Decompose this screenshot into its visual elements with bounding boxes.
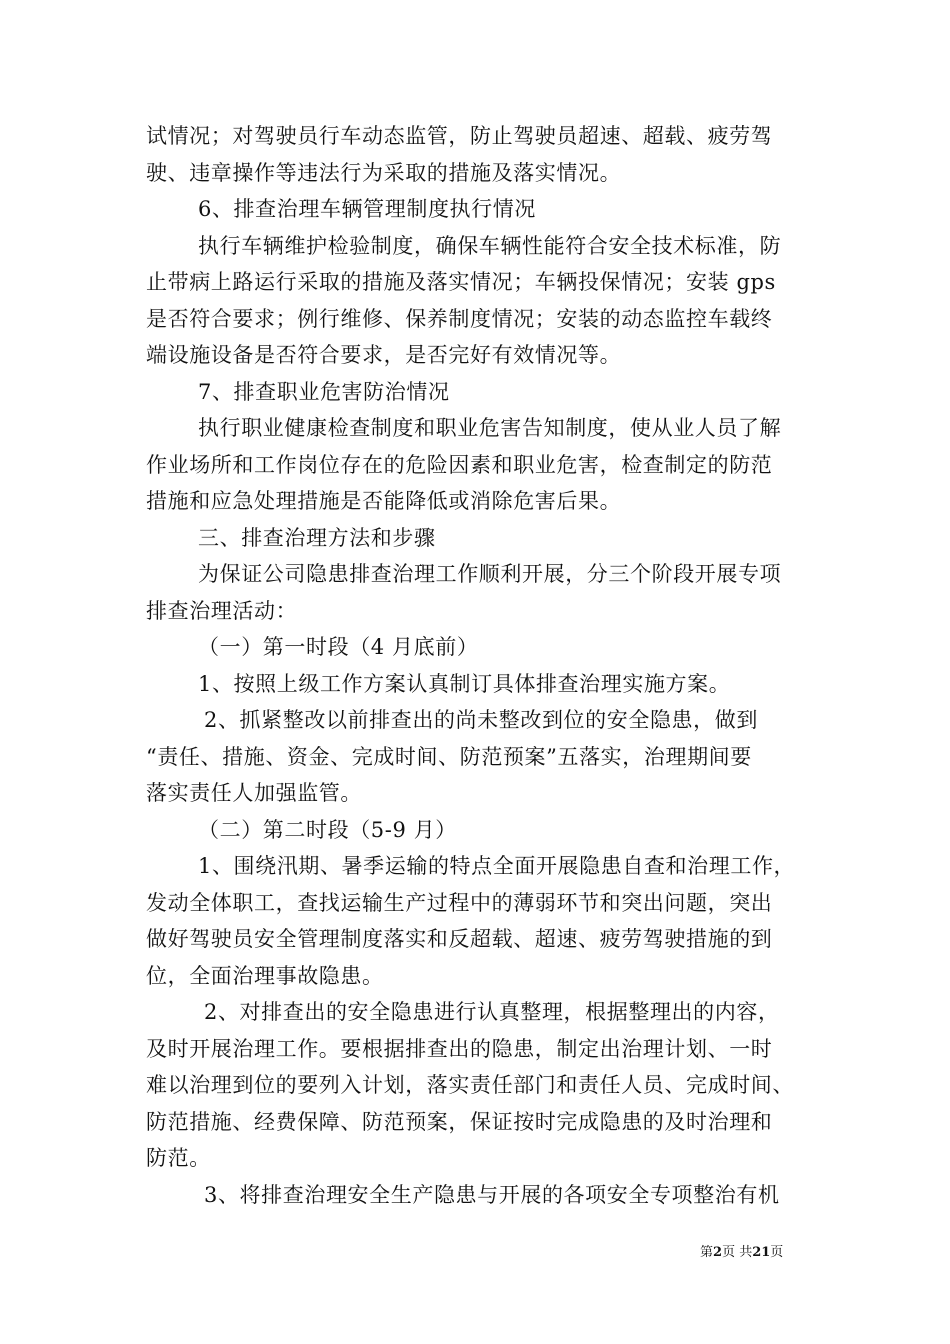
- text-line: 执行职业健康检查制度和职业危害告知制度，使从业人员了解: [198, 416, 782, 440]
- text-line: 3、将排查治理安全生产隐患与开展的各项安全专项整治有机: [204, 1182, 780, 1207]
- text-line: 发动全体职工，查找运输生产过程中的薄弱环节和突出问题，突出: [146, 890, 773, 915]
- footer-prefix: 第: [700, 1245, 714, 1260]
- text-line: 驶、违章操作等违法行为采取的措施及落实情况。: [146, 160, 622, 185]
- text-line: 为保证公司隐患排查治理工作顺利开展，分三个阶段开展专项: [198, 562, 782, 586]
- footer-page-number: 2: [713, 1245, 723, 1260]
- text-line: 7、排查职业危害防治情况: [198, 379, 450, 404]
- text-line: 三、排查治理方法和步骤: [198, 525, 436, 550]
- text-line: （二）第二时段（5-9 月）: [198, 817, 457, 842]
- text-line: 1、围绕汛期、暑季运输的特点全面开展隐患自查和治理工作，: [198, 854, 796, 878]
- text-line: 排查治理活动：: [146, 598, 298, 623]
- text-line: 位，全面治理事故隐患。: [146, 963, 384, 988]
- document-body: [146, 118, 826, 1213]
- text-line: 做好驾驶员安全管理制度落实和反超载、超速、疲劳驾驶措施的到: [146, 927, 773, 951]
- text-line: 作业场所和工作岗位存在的危险因素和职业危害，检查制定的防范: [146, 452, 773, 477]
- text-line: 端设施设备是否符合要求，是否完好有效情况等。: [146, 343, 622, 367]
- text-line: 止带病上路运行采取的措施及落实情况；车辆投保情况；安装 gps: [146, 270, 776, 294]
- page-footer: [700, 1244, 783, 1262]
- text-line: 难以治理到位的要列入计划，落实责任部门和责任人员、完成时间、: [146, 1073, 794, 1097]
- text-line: 落实责任人加强监管。: [146, 781, 362, 805]
- footer-suffix: 页: [770, 1245, 784, 1260]
- text-line: （一）第一时段（4 月底前）: [198, 635, 479, 659]
- text-line: 试情况；对驾驶员行车动态监管，防止驾驶员超速、超载、疲劳驾: [146, 124, 773, 148]
- text-line: 6、排查治理车辆管理制度执行情况: [198, 197, 536, 221]
- text-line: “责任、措施、资金、完成时间、防范预案”五落实，治理期间要: [146, 744, 752, 769]
- footer-middle: 页 共: [722, 1245, 753, 1260]
- text-line: 1、按照上级工作方案认真制订具体排查治理实施方案。: [198, 671, 731, 696]
- text-line: 防范措施、经费保障、防范预案，保证按时完成隐患的及时治理和: [146, 1109, 773, 1134]
- text-line: 防范。: [146, 1146, 211, 1170]
- text-line: 措施和应急处理措施是否能降低或消除危害后果。: [146, 489, 622, 513]
- text-line: 2、对排查出的安全隐患进行认真整理，根据整理出的内容，: [204, 1000, 780, 1024]
- text-line: 2、抓紧整改以前排查出的尚未整改到位的安全隐患，做到: [204, 708, 758, 732]
- text-line: 执行车辆维护检验制度，确保车辆性能符合安全技术标准，防: [198, 233, 782, 258]
- text-line: 是否符合要求；例行维修、保养制度情况；安装的动态监控车载终: [146, 306, 773, 331]
- footer-total-pages: 21: [752, 1245, 771, 1260]
- text-line: 及时开展治理工作。要根据排查出的隐患，制定出治理计划、一时: [146, 1036, 773, 1061]
